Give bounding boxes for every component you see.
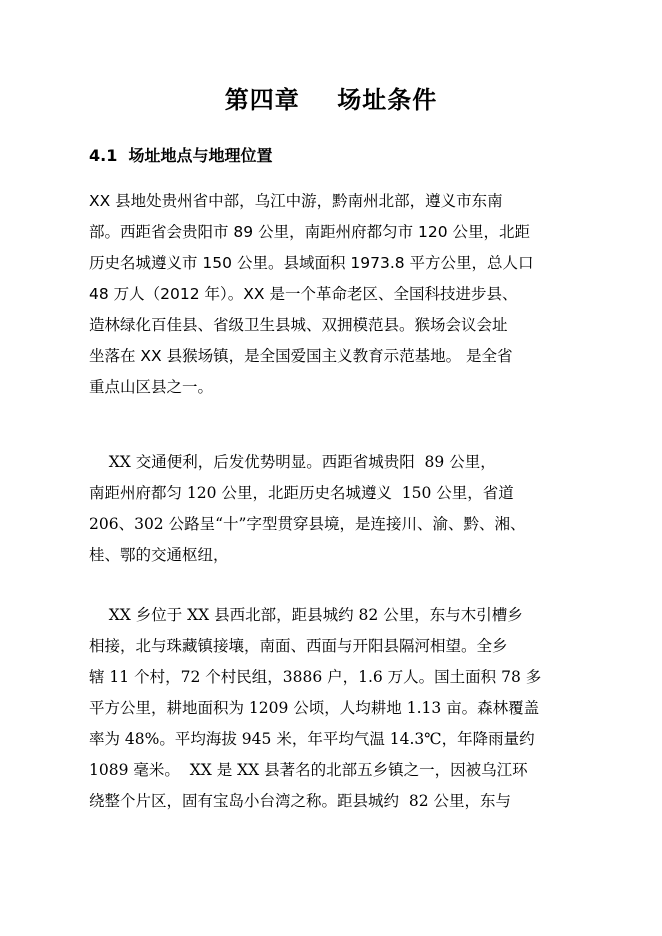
paragraph-line: 历史名城遵义市 150 公里。县域面积 1973.8 平方公里，总人口	[89, 254, 534, 272]
paragraph-line: 率为 48%。平均海拔 945 米，年平均气温 14.3℃，年降雨量约	[89, 730, 535, 748]
paragraph-line: 相接，北与珠藏镇接壤，南面、西面与开阳县隔河相望。全乡	[89, 637, 508, 655]
paragraph-line: 桂、鄂的交通枢纽，	[89, 546, 229, 564]
paragraph-line: XX 乡位于 XX 县西北部，距县城约 82 公里，东与木引槽乡	[89, 606, 523, 624]
paragraph-line: XX 县地处贵州省中部，乌江中游，黔南州北部，遵义市东南	[89, 192, 503, 210]
paragraph-line: 1089 毫米。 XX 是 XX 县著名的北部五乡镇之一，因被乌江环	[89, 761, 528, 779]
paragraph-line: 平方公里，耕地面积为 1209 公顷，人均耕地 1.13 亩。森林覆盖	[89, 699, 540, 717]
paragraph-line: 部。西距省会贵阳市 89 公里，南距州府都匀市 120 公里，北距	[89, 223, 531, 241]
paragraph-line: XX 交通便利，后发优势明显。西距省城贵阳 89 公里，	[89, 453, 496, 471]
paragraph-transport	[89, 447, 589, 571]
paragraph-line: 绕整个片区，固有宝岛小台湾之称。距县城约 82 公里，东与	[89, 792, 512, 810]
paragraph-line: 206、302 公路呈“十”字型贯穿县境，是连接川、渝、黔、湘、	[89, 515, 526, 533]
paragraph-township	[89, 600, 589, 817]
paragraph-location	[89, 186, 589, 403]
paragraph-line: 48 万人（2012 年）。XX 是一个革命老区、全国科技进步县、	[89, 285, 518, 303]
paragraph-line: 坐落在 XX 县猴场镇，是全国爱国主义教育示范基地。 是全省	[89, 347, 513, 365]
section-heading: 4.1 场址地点与地理位置	[89, 146, 273, 165]
paragraph-line: 造林绿化百佳县、省级卫生县城、双拥模范县。猴场会议会址	[89, 316, 508, 334]
paragraph-line: 重点山区县之一。	[89, 378, 214, 396]
paragraph-line: 辖 11 个村，72 个村民组，3886 户，1.6 万人。国土面积 78 多	[89, 668, 542, 686]
paragraph-line: 南距州府都匀 120 公里，北距历史名城遵义 150 公里，省道	[89, 484, 514, 502]
chapter-title: 第四章 场址条件	[224, 85, 438, 114]
